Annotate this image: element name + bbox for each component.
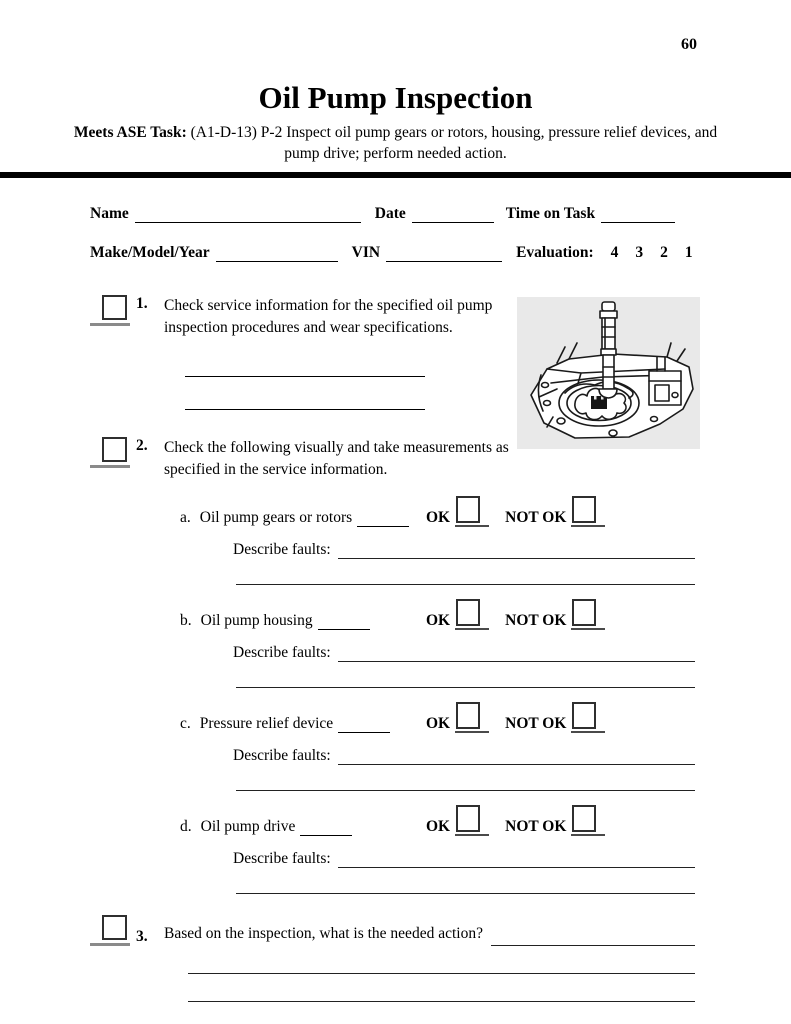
- date-field[interactable]: [412, 205, 494, 223]
- check-c-letter: c.: [180, 714, 191, 732]
- step-1-number: 1.: [136, 294, 148, 312]
- describe-faults-label: Describe faults:: [233, 540, 331, 558]
- step-3-row: [90, 915, 695, 946]
- step-3-answer-field[interactable]: [491, 929, 695, 946]
- date-label: Date: [374, 204, 406, 222]
- check-a-not-ok-checkbox[interactable]: [571, 496, 605, 527]
- time-on-task-field[interactable]: [601, 205, 675, 223]
- step-3-answer-line-3[interactable]: [188, 987, 695, 1002]
- step-1-write-line-2[interactable]: [185, 390, 425, 410]
- check-row-d: [180, 805, 695, 836]
- check-d-measurement-field[interactable]: [300, 820, 352, 836]
- checkbox-box: [572, 496, 596, 523]
- checkbox-box: [102, 437, 127, 462]
- checkbox-box: [456, 599, 480, 626]
- check-d-not-ok-checkbox[interactable]: [571, 805, 605, 836]
- name-label: Name: [90, 204, 129, 222]
- checkbox-box: [572, 702, 596, 729]
- evaluation-score-4[interactable]: 4: [610, 243, 619, 261]
- check-b-describe-row: [233, 644, 695, 662]
- checkbox-box: [456, 805, 480, 832]
- check-b-left: [180, 612, 426, 630]
- header: [0, 0, 791, 165]
- check-b-measurement-field[interactable]: [318, 614, 370, 630]
- check-a-describe-field[interactable]: [338, 543, 695, 559]
- check-c-left: [180, 715, 426, 733]
- vehicle-row: [90, 244, 695, 262]
- check-a-describe-row: [233, 541, 695, 559]
- check-a-letter: a.: [180, 508, 191, 526]
- divider-rule: [0, 172, 791, 178]
- evaluation-score-1[interactable]: 1: [684, 243, 693, 261]
- evaluation-score-3[interactable]: 3: [635, 243, 644, 261]
- check-row-a: [180, 496, 695, 527]
- check-b-ok-label: OK: [426, 611, 451, 629]
- check-b-describe-field[interactable]: [338, 646, 695, 662]
- check-d-left: [180, 818, 426, 836]
- check-c-describe-row: [233, 747, 695, 765]
- check-b-not-ok-label: NOT OK: [505, 611, 567, 629]
- page-title: Oil Pump Inspection: [258, 80, 533, 115]
- describe-faults-label: Describe faults:: [233, 643, 331, 661]
- oil-pump-illustration: [517, 297, 700, 449]
- step-2-text: Check the following visually and take measurements as specified in the service information.: [164, 438, 509, 479]
- checkbox-box: [572, 805, 596, 832]
- check-d-label: Oil pump drive: [200, 817, 296, 835]
- name-field[interactable]: [135, 205, 361, 223]
- check-a-measurement-field[interactable]: [357, 511, 409, 527]
- step-1-write-line-1[interactable]: [185, 357, 425, 377]
- step-3-checkbox[interactable]: [90, 915, 130, 946]
- check-a-describe-line-2[interactable]: [236, 570, 695, 585]
- step-3-answer-line-2[interactable]: [188, 959, 695, 974]
- checkbox-box: [102, 295, 127, 320]
- checkbox-box: [102, 915, 127, 940]
- check-d-describe-line-2[interactable]: [236, 879, 695, 894]
- ase-task-line: [73, 123, 719, 165]
- check-d-ok-label: OK: [426, 817, 451, 835]
- check-d-not-ok-label: NOT OK: [505, 817, 567, 835]
- check-row-c: [180, 702, 695, 733]
- check-c-ok-label: OK: [426, 714, 451, 732]
- describe-faults-label: Describe faults:: [233, 746, 331, 764]
- check-b-label: Oil pump housing: [200, 611, 313, 629]
- checkbox-box: [456, 496, 480, 523]
- vin-field[interactable]: [386, 244, 502, 262]
- check-a-ok-label: OK: [426, 508, 451, 526]
- evaluation-label: Evaluation:: [516, 243, 594, 261]
- check-b-ok-checkbox[interactable]: [455, 599, 489, 630]
- make-model-year-label: Make/Model/Year: [90, 243, 210, 261]
- check-c-not-ok-checkbox[interactable]: [571, 702, 605, 733]
- check-d-describe-row: [233, 850, 695, 868]
- check-c-ok-checkbox[interactable]: [455, 702, 489, 733]
- step-3-text: Based on the inspection, what is the needed action?: [164, 925, 483, 943]
- identity-row: [90, 205, 695, 223]
- step-1-text: Check service information for the specified oil pump inspection procedures and wear specifications.: [164, 296, 493, 337]
- check-a-not-ok-label: NOT OK: [505, 508, 567, 526]
- check-d-letter: d.: [180, 817, 192, 835]
- check-d-ok-checkbox[interactable]: [455, 805, 489, 836]
- check-a-ok-checkbox[interactable]: [455, 496, 489, 527]
- check-row-b: [180, 599, 695, 630]
- describe-faults-label: Describe faults:: [233, 849, 331, 867]
- check-c-describe-line-2[interactable]: [236, 776, 695, 791]
- check-b-letter: b.: [180, 611, 192, 629]
- step-3-number: 3.: [136, 927, 148, 945]
- check-c-label: Pressure relief device: [199, 714, 334, 732]
- check-c-measurement-field[interactable]: [338, 717, 390, 733]
- step-1-checkbox[interactable]: [90, 295, 130, 326]
- check-a-label: Oil pump gears or rotors: [199, 508, 353, 526]
- check-b-not-ok-checkbox[interactable]: [571, 599, 605, 630]
- make-model-year-field[interactable]: [216, 244, 338, 262]
- check-b-describe-line-2[interactable]: [236, 673, 695, 688]
- check-c-describe-field[interactable]: [338, 749, 695, 765]
- evaluation-score-2[interactable]: 2: [660, 243, 668, 261]
- check-a-left: [180, 509, 426, 527]
- ase-task-text: (A1-D-13) P-2 Inspect oil pump gears or rotors, housing, pressure relief devices, and pump drive; perform needed action.: [190, 124, 718, 162]
- checkbox-box: [456, 702, 480, 729]
- time-on-task-label: Time on Task: [505, 204, 596, 222]
- check-d-describe-field[interactable]: [338, 852, 695, 868]
- page-number: 60: [681, 36, 697, 53]
- step-2-checkbox[interactable]: [90, 437, 130, 468]
- check-c-not-ok-label: NOT OK: [505, 714, 567, 732]
- ase-task-label: Meets ASE Task:: [73, 124, 187, 141]
- checkbox-box: [572, 599, 596, 626]
- step-2-number: 2.: [136, 436, 148, 454]
- vin-label: VIN: [351, 243, 381, 261]
